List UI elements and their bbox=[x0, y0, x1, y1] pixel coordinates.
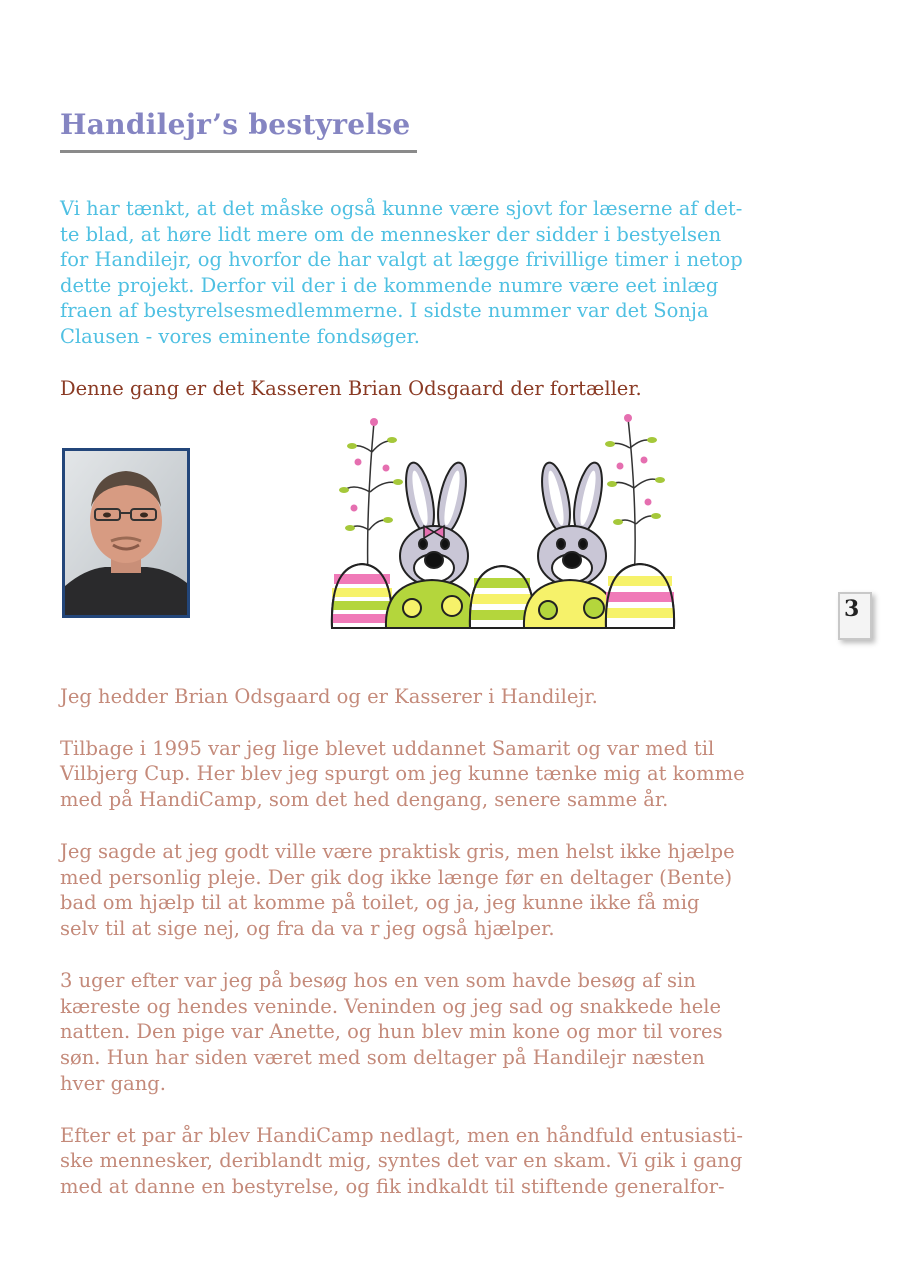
egg-far-right bbox=[606, 564, 674, 628]
body-line: med at danne en bestyrelse, og fik indkaldt til stiftende generalfor- bbox=[60, 1175, 725, 1199]
body-line: Jeg sagde at jeg godt ville være praktisk gris, men helst ikke hjælpe bbox=[60, 839, 735, 863]
intro-line: for Handilejr, og hvorfor de har valgt at lægge frivillige timer i netop bbox=[60, 248, 743, 272]
body-line: Jeg hedder Brian Odsgaard og er Kasserer i Handilejr. bbox=[60, 685, 598, 708]
body-paragraph bbox=[60, 736, 800, 813]
intro-paragraph bbox=[60, 196, 800, 350]
body-line: hver gang. bbox=[60, 1071, 166, 1095]
body-line: med på HandiCamp, som det hed dengang, senere samme år. bbox=[60, 788, 669, 812]
body-line: Tilbage i 1995 var jeg lige blevet uddannet Samarit og var med til bbox=[60, 736, 715, 760]
body-paragraph bbox=[60, 684, 800, 710]
body-paragraph bbox=[60, 1123, 800, 1200]
heading-underline bbox=[60, 150, 417, 153]
egg-bunny-right bbox=[524, 580, 616, 628]
intro-line: fraen af bestyrelsesmedlemmerne. I sidste nummer var det Sonja bbox=[60, 299, 709, 323]
bunny-left bbox=[400, 460, 471, 586]
body-line: med personlig pleje. Der gik dog ikke længe før en deltager (Bente) bbox=[60, 865, 733, 889]
article-heading: Handilejr’s bestyrelse bbox=[60, 108, 411, 141]
body-line: natten. Den pige var Anette, og hun blev min kone og mor til vores bbox=[60, 1020, 723, 1044]
intro-line: dette projekt. Derfor vil der i de kommende numre være eet inlæg bbox=[60, 273, 719, 297]
body-paragraph bbox=[60, 839, 800, 942]
article-body bbox=[60, 684, 800, 1226]
body-line: Vilbjerg Cup. Her blev jeg spurgt om jeg kunne tænke mig at komme bbox=[60, 762, 745, 786]
body-line: ske mennesker, deriblandt mig, syntes det var en skam. Vi gik i gang bbox=[60, 1149, 743, 1173]
intro-line: Clausen - vores eminente fondsøger. bbox=[60, 324, 420, 348]
bunny-right bbox=[537, 460, 607, 586]
body-line: 3 uger efter var jeg på besøg hos en ven som havde besøg af sin bbox=[60, 968, 696, 992]
page-number-tab: 3 bbox=[838, 592, 872, 640]
body-line: Efter et par år blev HandiCamp nedlagt, men en håndfuld entusiasti- bbox=[60, 1123, 743, 1147]
easter-illustration bbox=[328, 412, 678, 632]
egg-bunny-left bbox=[386, 580, 478, 628]
body-paragraph bbox=[60, 968, 800, 1097]
body-line: selv til at sige nej, og fra da va r jeg også hjælper. bbox=[60, 917, 555, 941]
body-line: bad om hjælp til at komme på toilet, og ja, jeg kunne ikke få mig bbox=[60, 891, 700, 915]
portrait-photo bbox=[62, 448, 190, 618]
intro-line: te blad, at høre lidt mere om de mennesker der sidder i bestyelsen bbox=[60, 222, 722, 246]
body-line: søn. Hun har siden været med som deltager på Handilejr næsten bbox=[60, 1046, 705, 1070]
egg-far-left bbox=[332, 564, 392, 628]
body-line: kæreste og hendes veninde. Veninden og jeg sad og snakkede hele bbox=[60, 994, 722, 1018]
lead-sentence: Denne gang er det Kasseren Brian Odsgaard der fortæller. bbox=[60, 377, 642, 400]
intro-line: Vi har tænkt, at det måske også kunne være sjovt for læserne af det- bbox=[60, 197, 743, 220]
